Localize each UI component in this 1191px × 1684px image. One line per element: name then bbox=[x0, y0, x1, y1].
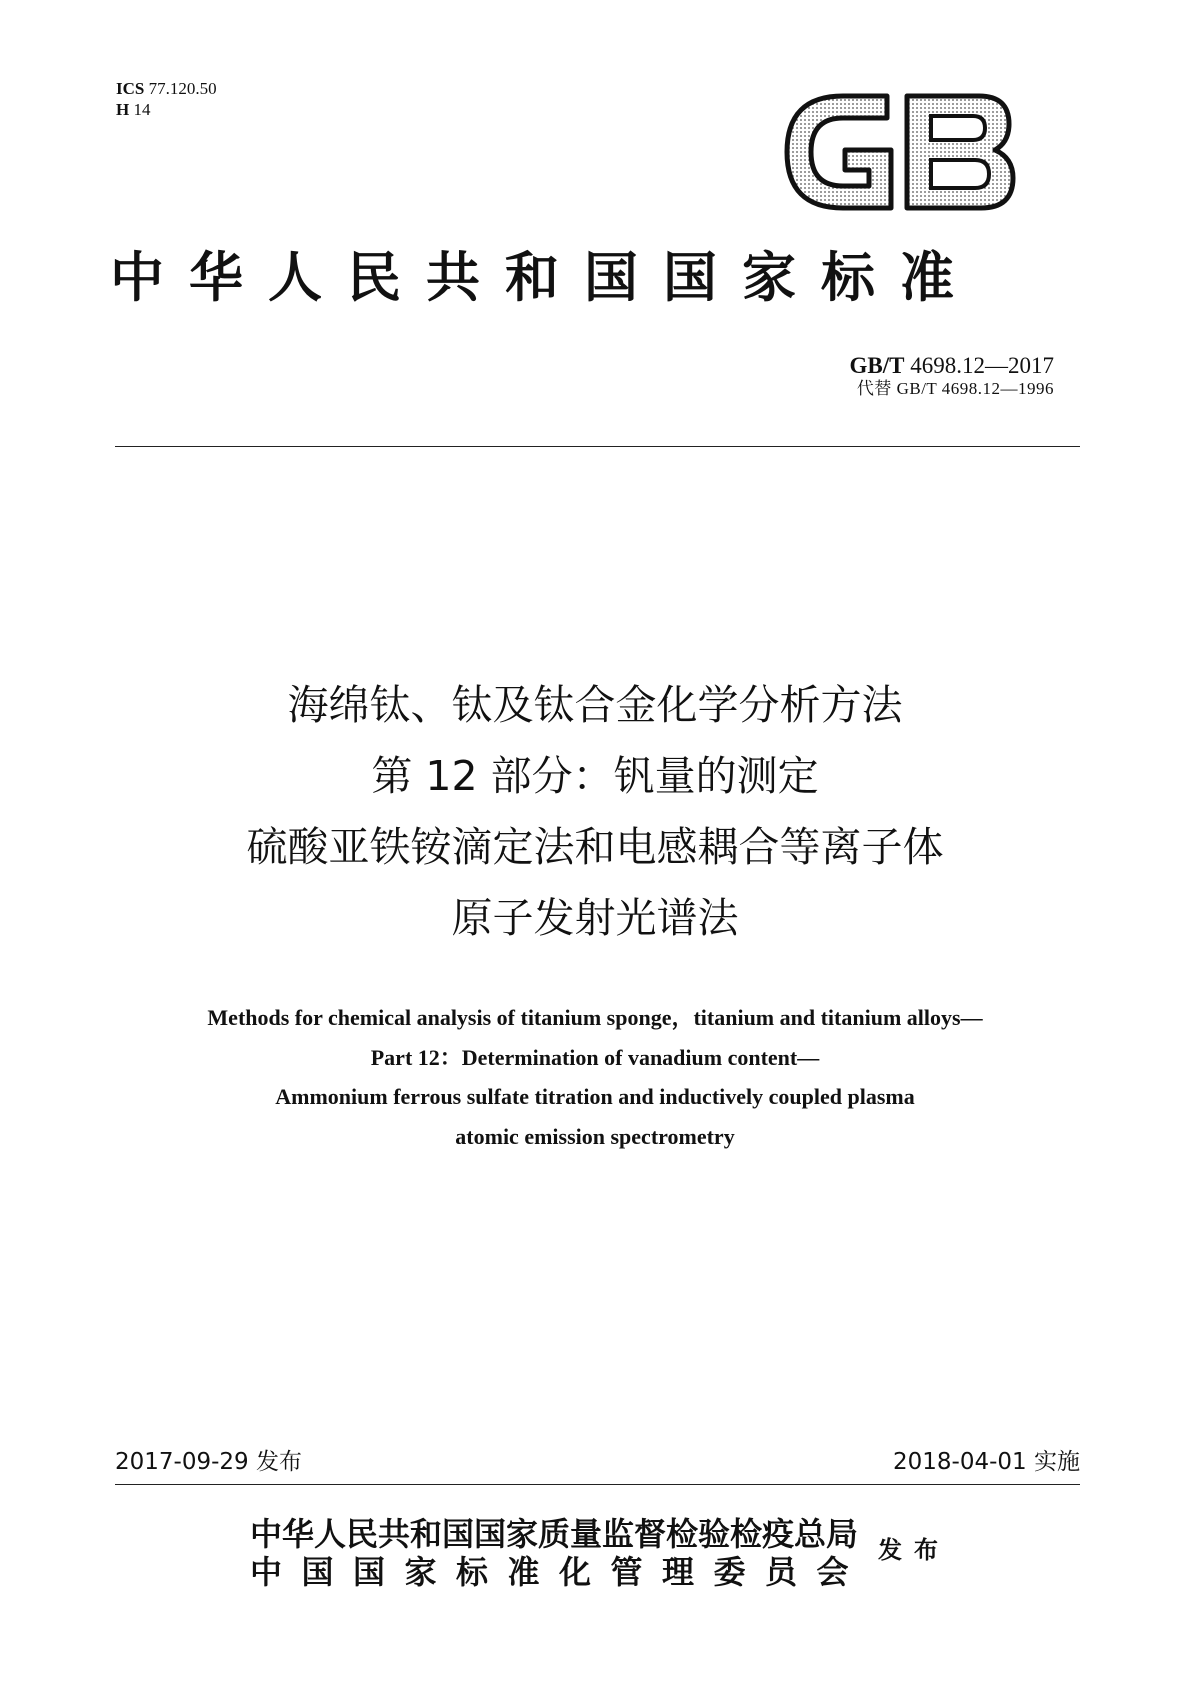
ccs-line bbox=[116, 99, 217, 120]
classification-codes bbox=[116, 78, 217, 120]
standard-code-number: 4698.12—2017 bbox=[910, 353, 1054, 378]
top-divider bbox=[115, 446, 1080, 447]
english-title-line-4: atomic emission spectrometry bbox=[455, 1123, 735, 1149]
issuer-line-2: 中国国家标准化管理委员会 bbox=[250, 1553, 869, 1591]
replaces-standard: 代替 GB/T 4698.12—1996 bbox=[856, 379, 1054, 398]
implementation-date: 2018-04-01 实施 bbox=[893, 1449, 1080, 1475]
english-title-line-1: Methods for chemical analysis of titanium sponge，titanium and titanium alloys— bbox=[207, 1005, 983, 1030]
english-title-line-2: Part 12：Determination of vanadium content— bbox=[370, 1044, 820, 1070]
bottom-divider bbox=[115, 1484, 1080, 1485]
gb-logo-icon bbox=[783, 90, 1018, 215]
chinese-title-line-1: 海绵钛、钛及钛合金化学分析方法 bbox=[287, 681, 903, 729]
issue-action: 发布 bbox=[878, 1535, 950, 1564]
chinese-title-line-4: 原子发射光谱法 bbox=[451, 894, 739, 942]
chinese-title bbox=[95, 670, 1095, 954]
standard-code bbox=[850, 352, 1054, 379]
english-title bbox=[95, 998, 1095, 1156]
issuer-line-1: 中华人民共和国国家质量监督检验检疫总局 bbox=[250, 1515, 859, 1553]
chinese-title-line-2: 第 12 部分：钒量的测定 bbox=[371, 752, 819, 800]
standard-code-prefix: GB/T bbox=[849, 353, 905, 378]
ics-label: ICS bbox=[116, 79, 145, 98]
ics-line bbox=[116, 78, 217, 99]
standard-number-block bbox=[850, 352, 1054, 399]
ccs-label: H bbox=[116, 100, 130, 119]
national-standard-title: 中华人民共和国国家标准 bbox=[110, 246, 979, 309]
issue-date: 2017-09-29 发布 bbox=[115, 1449, 302, 1475]
ics-code: 77.120.50 bbox=[148, 79, 217, 98]
chinese-title-line-3: 硫酸亚铁铵滴定法和电感耦合等离子体 bbox=[246, 823, 944, 871]
issuing-authorities bbox=[250, 1515, 868, 1591]
ccs-code: 14 bbox=[133, 100, 151, 119]
english-title-line-3: Ammonium ferrous sulfate titration and inductively coupled plasma bbox=[275, 1084, 915, 1109]
